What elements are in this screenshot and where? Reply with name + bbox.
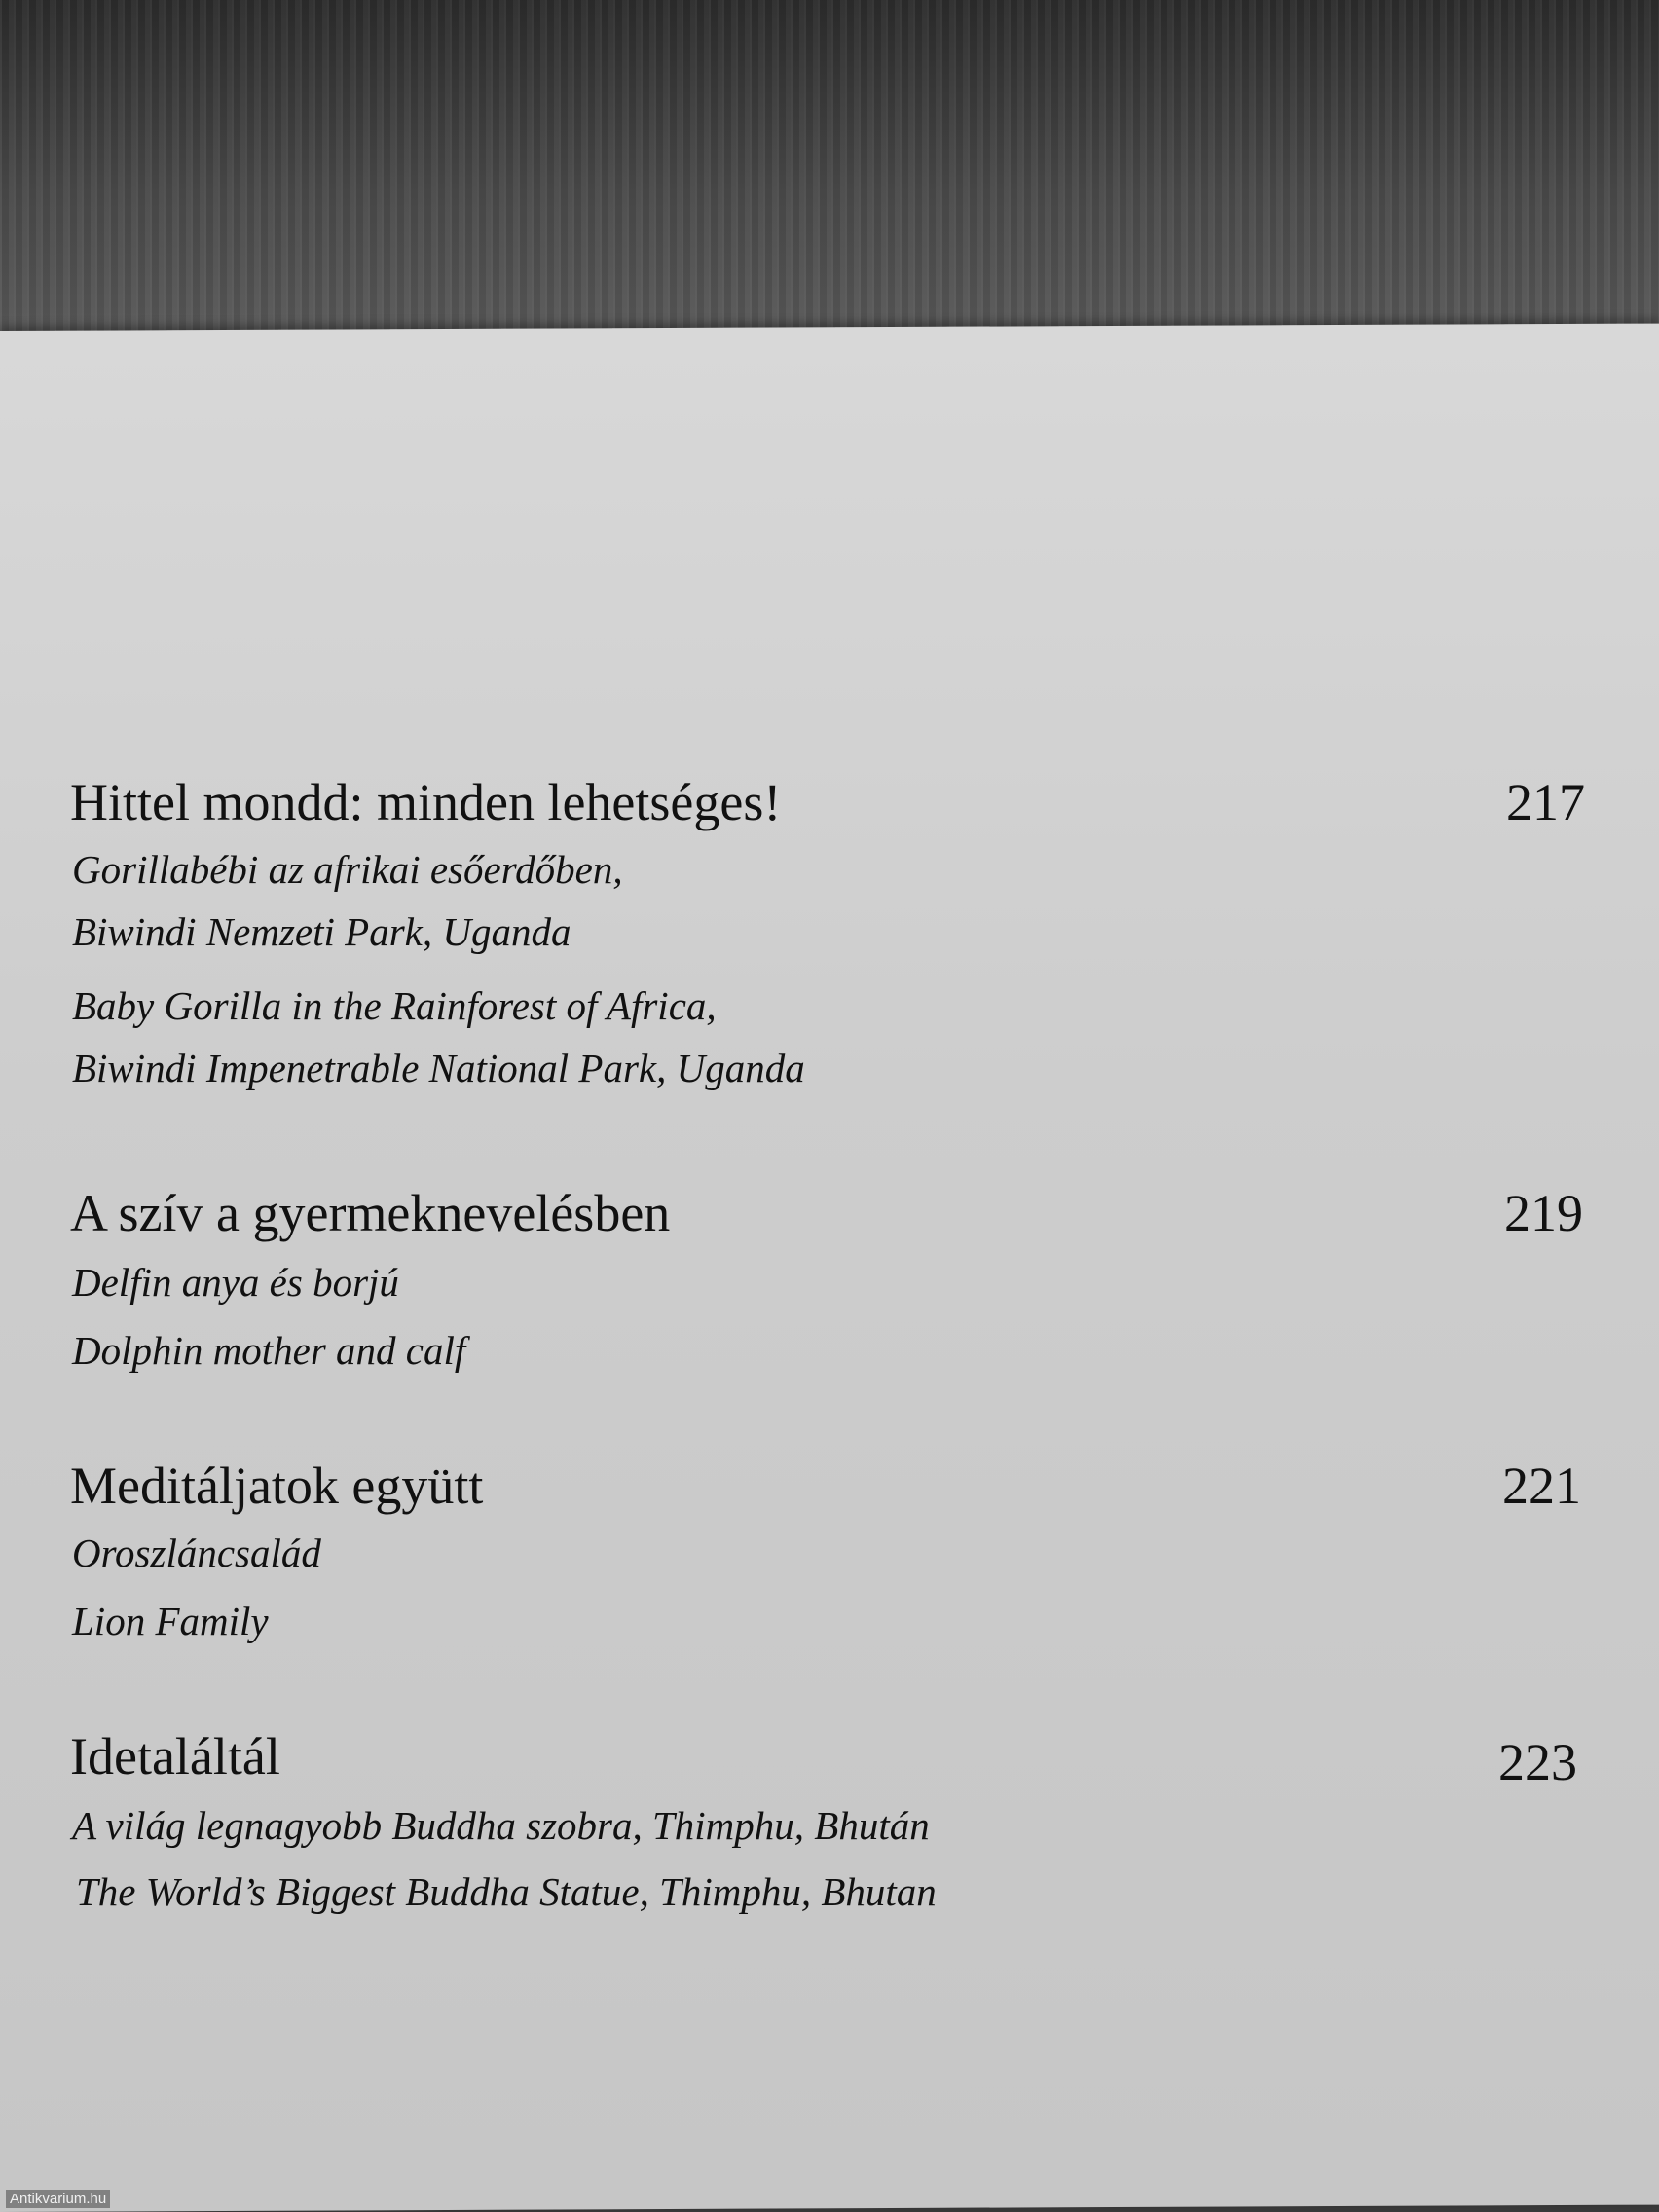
toc-entry-page-number: 219 [1504, 1184, 1583, 1242]
toc-entry-page-number: 217 [1506, 773, 1585, 831]
caption-line: Baby Gorilla in the Rainforest of Africa, [72, 983, 717, 1028]
toc-entry-title: A szív a gyermeknevelésben [70, 1184, 671, 1242]
toc-entry [70, 1725, 1589, 1939]
caption-line: Lion Family [72, 1599, 269, 1643]
caption-line: Biwindi Impenetrable National Park, Uganda [72, 1046, 805, 1090]
toc-entry-title: Meditáljatok együtt [70, 1456, 484, 1515]
toc-entry-title: Idetaláltál [70, 1727, 280, 1786]
caption-line: Dolphin mother and calf [72, 1328, 466, 1373]
toc-entry-page-number: 223 [1498, 1733, 1577, 1791]
table-surface [0, 0, 1659, 350]
toc-entry [70, 771, 1589, 1102]
caption-line: The World’s Biggest Buddha Statue, Thimphu, Bhutan [76, 1869, 937, 1914]
toc-entry [70, 1182, 1589, 1396]
toc-entry-title: Hittel mondd: minden lehetséges! [70, 773, 782, 831]
caption-line: Biwindi Nemzeti Park, Uganda [72, 909, 571, 954]
caption-line: Gorillabébi az afrikai esőerdőben, [72, 847, 623, 892]
caption-line: Oroszláncsalád [72, 1530, 321, 1575]
caption-line: A világ legnagyobb Buddha szobra, Thimphu, Bhután [72, 1803, 930, 1848]
caption-line: Delfin anya és borjú [72, 1260, 399, 1305]
toc-entry [70, 1455, 1589, 1669]
watermark-label: Antikvarium.hu [6, 2190, 110, 2208]
toc-entry-page-number: 221 [1502, 1456, 1581, 1515]
